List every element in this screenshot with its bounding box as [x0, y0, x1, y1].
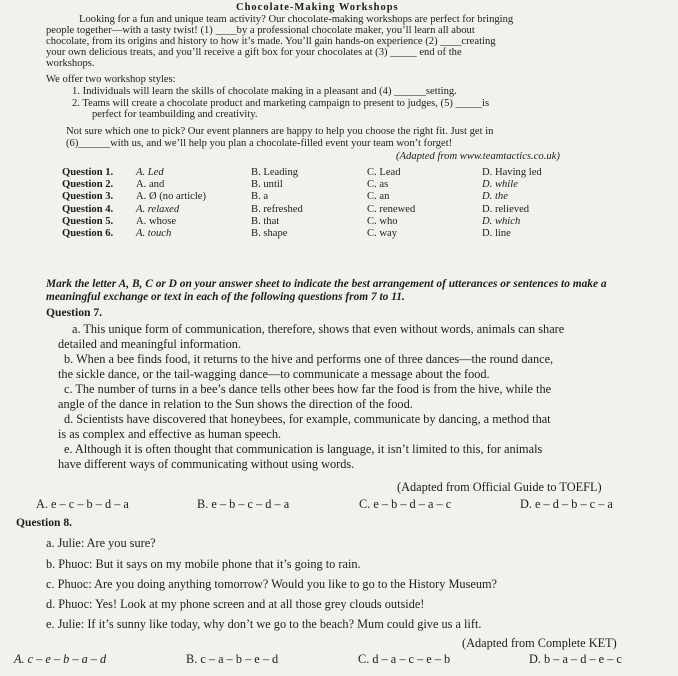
- option-b[interactable]: B. a: [251, 191, 269, 203]
- q8-item-b: b. Phuoc: But it says on my mobile phone that it’s going to rain.: [46, 557, 361, 571]
- option-b[interactable]: B. until: [251, 179, 283, 191]
- option-a[interactable]: A. touch: [136, 227, 172, 239]
- question-7-title: Question 7.: [46, 306, 103, 319]
- q7-options: [36, 497, 656, 513]
- option-b[interactable]: B. shape: [251, 227, 288, 239]
- option-d[interactable]: D. line: [482, 227, 511, 239]
- offer-line: We offer two workshop styles:: [46, 74, 176, 85]
- instruction-text: Mark the letter A, B, C or D on your answer sheet to indicate the best arrangement of utterances or sentences to make a meaningful exchange or text in each of the following questions from 7 to 11.: [46, 278, 607, 303]
- intro-line-3: chocolate, from its origins and history to how it’s made. You’ll gain hands-on experience (2) ____creating: [46, 36, 496, 47]
- question-label: Question 3.: [62, 191, 114, 203]
- option-b[interactable]: B. refreshed: [251, 203, 303, 215]
- option-a[interactable]: A. relaxed: [136, 203, 180, 215]
- option-d[interactable]: D. which: [482, 215, 521, 227]
- q8-option-c[interactable]: C. d – a – c – e – b: [358, 652, 451, 666]
- intro-line-5: workshops.: [46, 58, 95, 69]
- option-a[interactable]: A. Led: [136, 167, 164, 178]
- option-d[interactable]: D. the: [482, 191, 508, 203]
- option-a[interactable]: A. and: [136, 179, 165, 191]
- option-c[interactable]: C. who: [367, 215, 398, 227]
- q8-option-b[interactable]: B. c – a – b – e – d: [186, 652, 279, 666]
- q7-item-b-cont: the sickle dance, or the tail-wagging dance—to communicate a message about the food.: [58, 367, 490, 381]
- option-a[interactable]: A. whose: [136, 215, 177, 227]
- q7-item-d-cont: is as complex and effective as human speech.: [58, 427, 282, 441]
- style-1: 1. Individuals will learn the skills of chocolate making in a pleasant and (4) ______setting.: [72, 86, 457, 97]
- source-citation-1: (Adapted from www.teamtactics.co.uk): [396, 151, 560, 162]
- q7-item-b: b. When a bee finds food, it returns to the hive and performs one of three dances—the round dance,: [64, 352, 554, 366]
- question-label: Question 6.: [62, 227, 114, 239]
- question-8-title: Question 8.: [16, 516, 73, 529]
- q7-item-d: d. Scientists have discovered that honeybees, for example, communicate by dancing, a method that: [64, 412, 551, 426]
- q7-item-e-cont: have different ways of communicating without using words.: [58, 457, 355, 471]
- question-label: Question 1.: [62, 167, 114, 178]
- style-2: 2. Teams will create a chocolate product and marketing campaign to present to judges, (5) _____is: [72, 98, 490, 109]
- source-citation-2: [397, 480, 602, 495]
- intro-line-2: people together—with a tasty twist! (1) ____by a professional chocolate maker, you’ll learn all about: [46, 25, 475, 36]
- option-c[interactable]: C. Lead: [367, 167, 401, 178]
- intro-line-1: Looking for a fun and unique team activity? Our chocolate-making workshops are perfect for bringing: [79, 14, 514, 25]
- option-c[interactable]: C. way: [367, 227, 398, 239]
- question-label: Question 2.: [62, 179, 114, 191]
- source-citation-3: [462, 636, 617, 651]
- q8-item-d: d. Phuoc: Yes! Look at my phone screen and at all those grey clouds outside!: [46, 597, 425, 611]
- q8-item-c: c. Phuoc: Are you doing anything tomorrow? Would you like to go to the History Museum?: [46, 577, 497, 591]
- option-b[interactable]: B. Leading: [251, 167, 299, 178]
- option-c[interactable]: C. an: [367, 191, 390, 203]
- q8-option-d[interactable]: D. b – a – d – e – c: [529, 652, 622, 666]
- q8-item-e: e. Julie: If it’s sunny like today, why don’t we go to the beach? Mum could give us a lift.: [46, 617, 482, 631]
- option-d[interactable]: D. relieved: [482, 203, 530, 215]
- question-label: Question 5.: [62, 215, 114, 227]
- option-a[interactable]: A. Ø (no article): [136, 191, 207, 203]
- q8-options: [14, 652, 664, 668]
- q7-option-b[interactable]: B. e – b – c – d – a: [197, 497, 290, 511]
- q8-option-a[interactable]: A. c – e – b – a – d: [14, 652, 107, 666]
- option-c[interactable]: C. renewed: [367, 203, 416, 215]
- intro-line-4: your own delicious treats, and you’ll receive a gift box for your chocolates at (3) _____ end of the: [46, 47, 462, 58]
- closing-line-1: Not sure which one to pick? Our event planners are happy to help you choose the right fit. Just get in: [66, 126, 494, 137]
- q7-option-a[interactable]: A. e – c – b – d – a: [36, 497, 129, 511]
- q7-item-c: c. The number of turns in a bee’s dance tells other bees how far the food is from the hive, while the: [64, 382, 552, 396]
- style-2-cont: perfect for teambuilding and creativity.: [92, 109, 258, 120]
- option-c[interactable]: C. as: [367, 179, 389, 191]
- source-citation-3-text: (Adapted from Complete KET): [462, 636, 617, 650]
- q7-option-c[interactable]: C. e – b – d – a – c: [359, 497, 452, 511]
- closing-line-2: (6)______with us, and we’ll help you plan a chocolate-filled event your team won’t forget!: [66, 138, 453, 149]
- q8-item-a: a. Julie: Are you sure?: [46, 536, 156, 550]
- question-label: Question 4.: [62, 203, 114, 215]
- source-citation-2-text: (Adapted from Official Guide to TOEFL): [397, 480, 602, 494]
- q7-item-e: e. Although it is often thought that communication is language, it isn’t limited to this, for animals: [64, 442, 543, 456]
- option-b[interactable]: B. that: [251, 215, 280, 227]
- option-d[interactable]: D. while: [482, 179, 518, 191]
- q7-item-c-cont: angle of the dance in relation to the Sun shows the direction of the food.: [58, 397, 413, 411]
- q7-item-a-cont: detailed and meaningful information.: [58, 337, 242, 351]
- option-d[interactable]: D. Having led: [482, 167, 542, 178]
- q7-item-a: a. This unique form of communication, therefore, shows that even without words, animals can share: [72, 322, 565, 336]
- page-title: Chocolate-Making Workshops: [236, 2, 399, 13]
- q7-option-d[interactable]: D. e – d – b – c – a: [520, 497, 613, 511]
